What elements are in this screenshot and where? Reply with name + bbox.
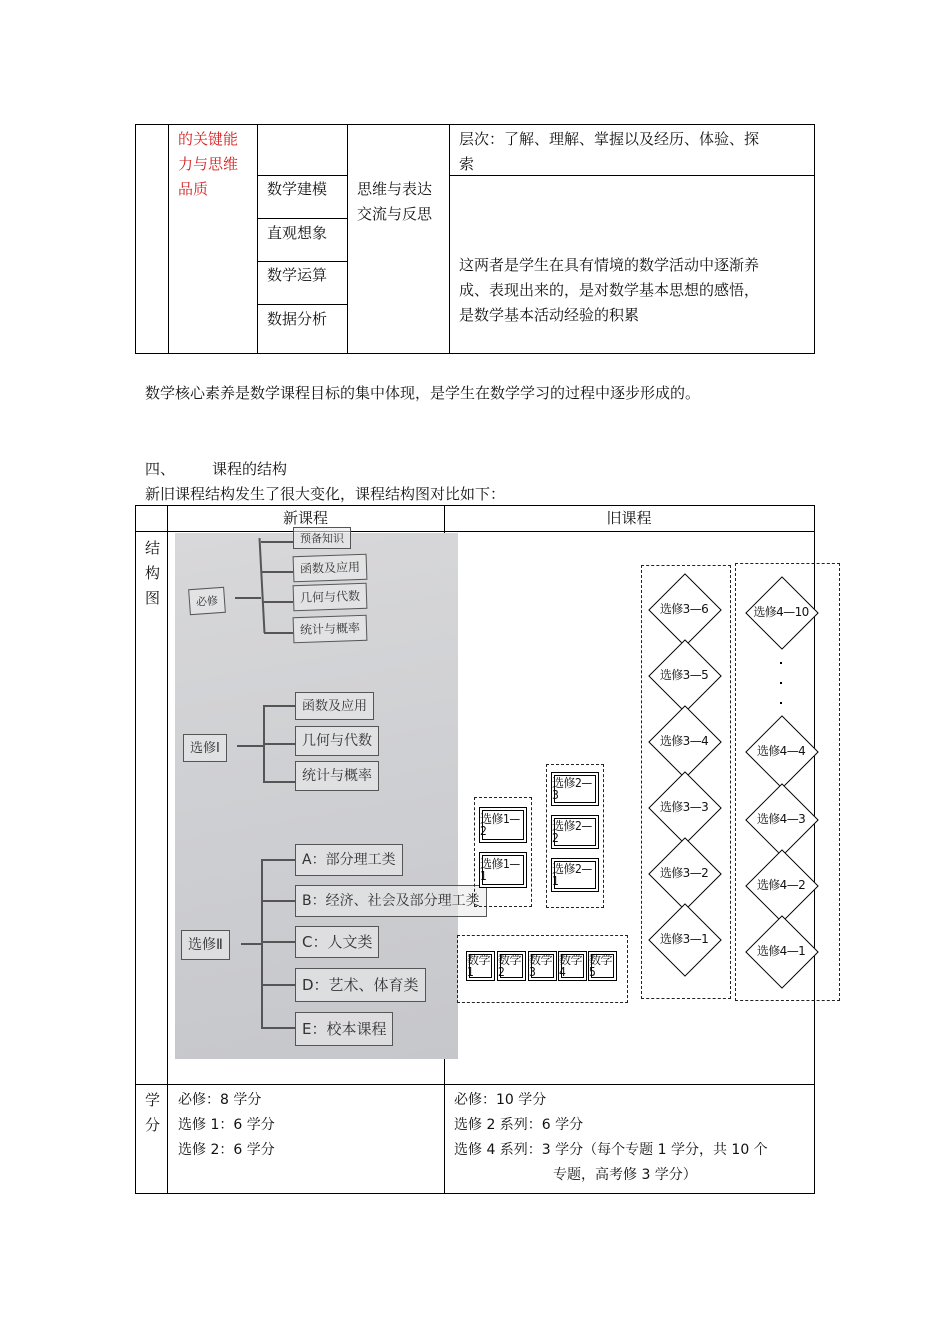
row-label-credits-1: 学 bbox=[145, 1091, 161, 1109]
bixiu-node: 必修 bbox=[188, 587, 226, 615]
section-intro: 新旧课程结构发生了很大变化，课程结构图对比如下： bbox=[145, 485, 506, 503]
thinking-line-2: 交流与反思 bbox=[357, 205, 433, 223]
row-label-structure-1: 结 bbox=[145, 539, 161, 557]
xuanxiu4-2-diamond: 选修4—2 bbox=[756, 878, 806, 892]
formation-line-3: 是数学基本活动经验的积累 bbox=[459, 306, 640, 324]
old-credit-elective-2: 选修 2 系列：6 学分 bbox=[454, 1117, 584, 1133]
skill-intuition: 直观想象 bbox=[267, 224, 328, 242]
math1-box: 数学1 bbox=[466, 951, 495, 981]
xuanxiu3-3-diamond: 选修3—3 bbox=[659, 800, 709, 814]
bixiu-item-function: 函数及应用 bbox=[293, 554, 368, 583]
xuanxiu1-item-statistics: 统计与概率 bbox=[295, 761, 379, 791]
old-credit-required: 必修：10 学分 bbox=[454, 1092, 547, 1108]
formation-line-1: 这两者是学生在具有情境的数学活动中逐渐养 bbox=[459, 256, 760, 274]
xuanxiu3-2-diamond: 选修3—2 bbox=[659, 866, 709, 880]
math4-box: 数学4 bbox=[558, 951, 587, 981]
ellipsis-dot bbox=[780, 682, 782, 684]
new-credit-required: 必修：8 学分 bbox=[178, 1092, 262, 1108]
section-number: 四、 bbox=[145, 460, 176, 478]
xuanxiu4-10-diamond: 选修4—10 bbox=[753, 605, 809, 619]
ellipsis-dot bbox=[780, 662, 782, 664]
header-new-course: 新课程 bbox=[282, 509, 328, 527]
bixiu-item-statistics: 统计与概率 bbox=[293, 615, 368, 644]
key-ability-line-1: 的关键能 bbox=[178, 130, 239, 148]
section-title: 课程的结构 bbox=[212, 460, 288, 478]
row-label-structure-2: 构 bbox=[145, 564, 161, 582]
old-credit-elective-4: 选修 4 系列：3 学分（每个专题 1 学分，共 10 个 bbox=[454, 1142, 768, 1158]
math3-box: 数学3 bbox=[528, 951, 557, 981]
skill-modeling: 数学建模 bbox=[267, 180, 328, 198]
xuanxiu2-item-d: D：艺术、体育类 bbox=[295, 968, 426, 1002]
xuanxiu3-6-diamond: 选修3—6 bbox=[659, 602, 709, 616]
xuanxiu2-item-e: E：校本课程 bbox=[295, 1012, 393, 1046]
key-ability-line-3: 品质 bbox=[178, 180, 209, 198]
key-ability-line-2: 力与思维 bbox=[178, 155, 239, 173]
thinking-line-1: 思维与表达 bbox=[357, 180, 433, 198]
xuanxiu3-4-diamond: 选修3—4 bbox=[659, 734, 709, 748]
xuanxiu2-1-box: 选修2—1 bbox=[551, 858, 599, 892]
xuanxiu2-item-c: C：人文类 bbox=[295, 926, 379, 958]
formation-line-2: 成、表现出来的，是对数学基本思想的感悟， bbox=[459, 281, 760, 299]
row-label-structure-3: 图 bbox=[145, 589, 161, 607]
header-old-course: 旧课程 bbox=[606, 509, 652, 527]
xuanxiu1-node: 选修Ⅰ bbox=[183, 734, 227, 762]
new-credit-elective-1: 选修 1：6 学分 bbox=[178, 1117, 275, 1133]
old-credit-elective-4-note: 专题，高考修 3 学分） bbox=[553, 1167, 697, 1183]
xuanxiu2-node: 选修Ⅱ bbox=[181, 930, 230, 960]
xuanxiu1-1-box: 选修1—1 bbox=[479, 852, 527, 888]
skill-data-analysis: 数据分析 bbox=[267, 310, 328, 328]
xuanxiu1-2-box: 选修1—2 bbox=[479, 807, 527, 843]
xuanxiu4-4-diamond: 选修4—4 bbox=[756, 744, 806, 758]
xuanxiu4-1-diamond: 选修4—1 bbox=[756, 944, 806, 958]
new-credit-elective-2: 选修 2：6 学分 bbox=[178, 1142, 275, 1158]
bixiu-item-geometry: 几何与代数 bbox=[293, 583, 368, 612]
math2-box: 数学2 bbox=[497, 951, 526, 981]
xuanxiu2-3-box: 选修2—3 bbox=[551, 772, 599, 806]
xuanxiu1-item-function: 函数及应用 bbox=[295, 692, 374, 720]
skill-computation: 数学运算 bbox=[267, 266, 328, 284]
xuanxiu1-item-geometry: 几何与代数 bbox=[295, 726, 379, 756]
xuanxiu2-2-box: 选修2—2 bbox=[551, 815, 599, 849]
levels-line-2: 索 bbox=[459, 155, 475, 173]
summary-paragraph: 数学核心素养是数学课程目标的集中体现，是学生在数学学习的过程中逐步形成的。 bbox=[145, 384, 701, 402]
xuanxiu2-item-a: A：部分理工类 bbox=[295, 844, 403, 876]
xuanxiu2-item-b: B：经济、社会及部分理工类 bbox=[295, 885, 487, 917]
xuanxiu4-3-diamond: 选修4—3 bbox=[756, 812, 806, 826]
ellipsis-dot bbox=[780, 702, 782, 704]
row-label-credits-2: 分 bbox=[145, 1116, 161, 1134]
xuanxiu3-1-diamond: 选修3—1 bbox=[659, 932, 709, 946]
math5-box: 数学5 bbox=[588, 951, 617, 981]
bixiu-item-prep: 预备知识 bbox=[293, 527, 351, 549]
levels-line-1: 层次：了解、理解、掌握以及经历、体验、探 bbox=[459, 130, 760, 148]
xuanxiu3-5-diamond: 选修3—5 bbox=[659, 668, 709, 682]
